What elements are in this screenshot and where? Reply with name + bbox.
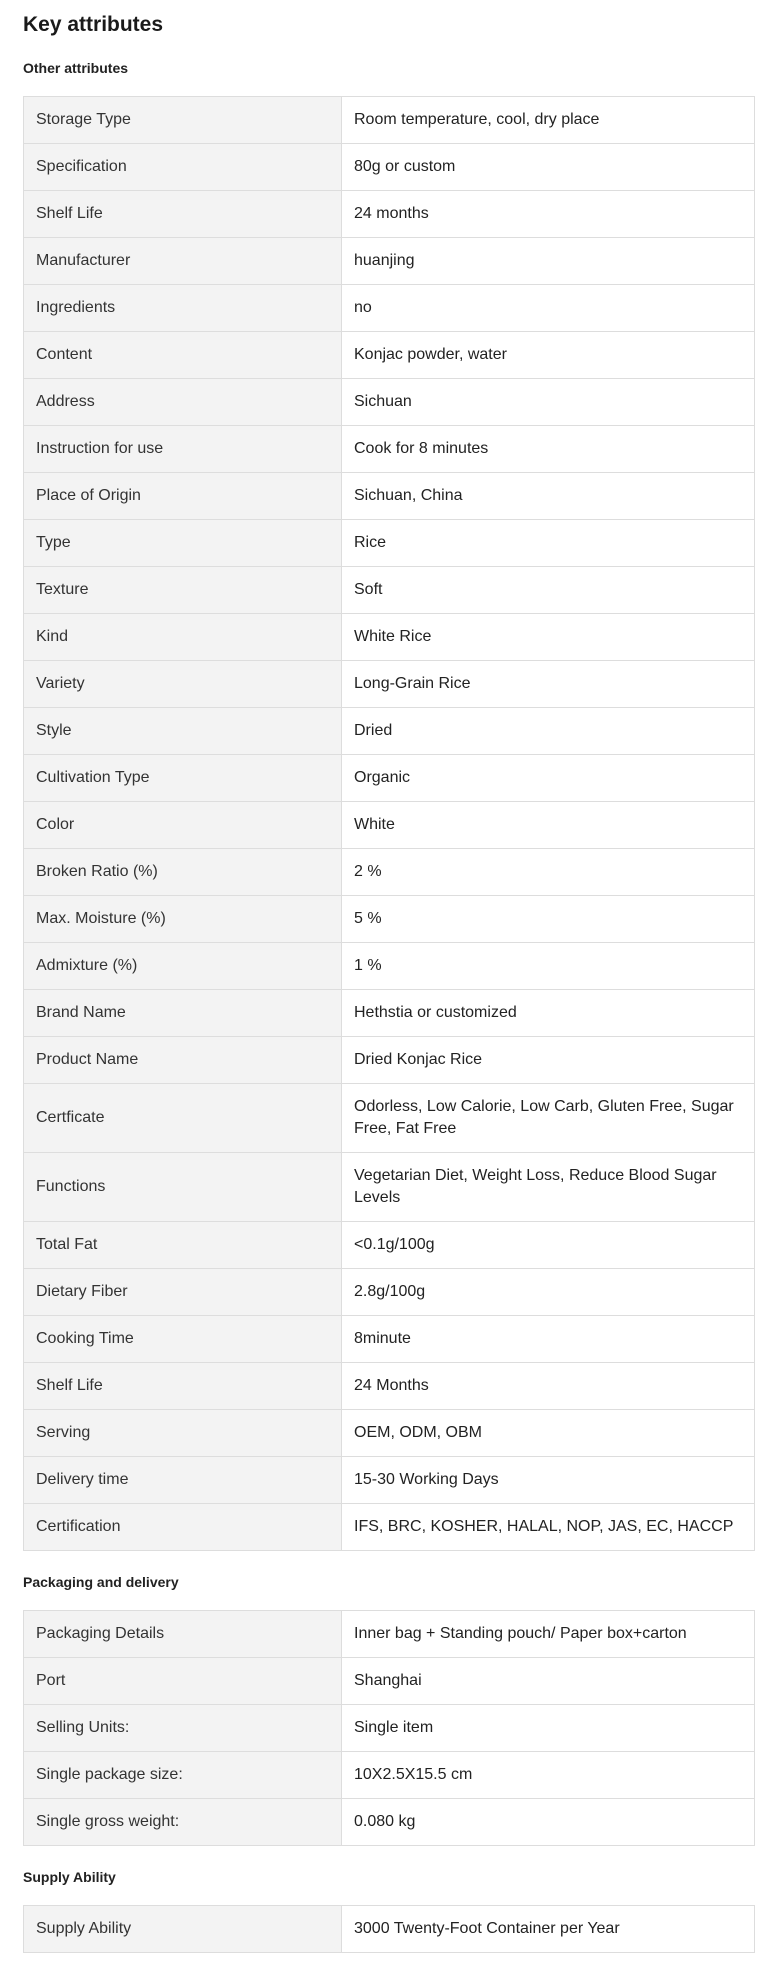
attribute-name: Broken Ratio (%): [24, 849, 342, 896]
attribute-value: Room temperature, cool, dry place: [342, 97, 755, 144]
attribute-name: Serving: [24, 1410, 342, 1457]
table-row: [24, 332, 755, 379]
table-row: [24, 990, 755, 1037]
table-row: [24, 473, 755, 520]
attribute-value: Odorless, Low Calorie, Low Carb, Gluten Free, Sugar Free, Fat Free: [342, 1084, 755, 1153]
table-row: [24, 708, 755, 755]
table-row: [24, 1504, 755, 1551]
attribute-value: 24 Months: [342, 1363, 755, 1410]
attribute-name: Port: [24, 1658, 342, 1705]
table-row: [24, 426, 755, 473]
attribute-name: Cultivation Type: [24, 755, 342, 802]
attribute-value: no: [342, 285, 755, 332]
attribute-value: OEM, ODM, OBM: [342, 1410, 755, 1457]
attribute-value: 5 %: [342, 896, 755, 943]
attribute-value: Rice: [342, 520, 755, 567]
attribute-name: Place of Origin: [24, 473, 342, 520]
attribute-name: Max. Moisture (%): [24, 896, 342, 943]
table-row: [24, 1658, 755, 1705]
attribute-value: Dried: [342, 708, 755, 755]
attribute-value: Konjac powder, water: [342, 332, 755, 379]
attribute-name: Address: [24, 379, 342, 426]
attribute-name: Type: [24, 520, 342, 567]
attribute-name: Single package size:: [24, 1752, 342, 1799]
attribute-name: Delivery time: [24, 1457, 342, 1504]
table-row: [24, 661, 755, 708]
table-row: [24, 520, 755, 567]
table-row: [24, 755, 755, 802]
section-other-attributes: [23, 58, 755, 1551]
attribute-name: Style: [24, 708, 342, 755]
attribute-name: Ingredients: [24, 285, 342, 332]
attribute-value: Vegetarian Diet, Weight Loss, Reduce Blood Sugar Levels: [342, 1153, 755, 1222]
attribute-name: Supply Ability: [24, 1906, 342, 1953]
table-row: [24, 896, 755, 943]
attribute-value: 2 %: [342, 849, 755, 896]
attributes-table: [23, 1905, 755, 1953]
table-row: [24, 614, 755, 661]
attribute-name: Color: [24, 802, 342, 849]
attribute-name: Shelf Life: [24, 191, 342, 238]
attribute-value: <0.1g/100g: [342, 1222, 755, 1269]
table-row: [24, 943, 755, 990]
attribute-value: 8minute: [342, 1316, 755, 1363]
attribute-name: Specification: [24, 144, 342, 191]
section-packaging-and-delivery: [23, 1572, 755, 1846]
attribute-value: Cook for 8 minutes: [342, 426, 755, 473]
table-row: [24, 144, 755, 191]
table-row: [24, 97, 755, 144]
attribute-name: Admixture (%): [24, 943, 342, 990]
section-title: Packaging and delivery: [23, 1574, 179, 1590]
attribute-name: Instruction for use: [24, 426, 342, 473]
attribute-name: Product Name: [24, 1037, 342, 1084]
attribute-value: 2.8g/100g: [342, 1269, 755, 1316]
attribute-value: 1 %: [342, 943, 755, 990]
attribute-value: IFS, BRC, KOSHER, HALAL, NOP, JAS, EC, HACCP: [342, 1504, 755, 1551]
table-row: [24, 1153, 755, 1222]
table-row: [24, 1705, 755, 1752]
attribute-name: Shelf Life: [24, 1363, 342, 1410]
attribute-value: Single item: [342, 1705, 755, 1752]
attribute-value: 3000 Twenty-Foot Container per Year: [342, 1906, 755, 1953]
attribute-value: Hethstia or customized: [342, 990, 755, 1037]
attribute-value: 15-30 Working Days: [342, 1457, 755, 1504]
attribute-value: Dried Konjac Rice: [342, 1037, 755, 1084]
attribute-name: Selling Units:: [24, 1705, 342, 1752]
table-row: [24, 1611, 755, 1658]
table-row: [24, 1037, 755, 1084]
attribute-name: Kind: [24, 614, 342, 661]
table-row: [24, 1363, 755, 1410]
attribute-name: Dietary Fiber: [24, 1269, 342, 1316]
table-row: [24, 191, 755, 238]
table-row: [24, 379, 755, 426]
table-row: [24, 1222, 755, 1269]
table-row: [24, 567, 755, 614]
attribute-name: Variety: [24, 661, 342, 708]
attribute-value: huanjing: [342, 238, 755, 285]
table-row: [24, 849, 755, 896]
attribute-value: Sichuan, China: [342, 473, 755, 520]
table-row: [24, 238, 755, 285]
table-row: [24, 1752, 755, 1799]
attribute-name: Certficate: [24, 1084, 342, 1153]
attribute-value: 24 months: [342, 191, 755, 238]
page-title: Key attributes: [23, 13, 164, 36]
table-row: [24, 1269, 755, 1316]
attributes-table: [23, 1610, 755, 1846]
section-title: Supply Ability: [23, 1869, 116, 1885]
attributes-table: [23, 96, 755, 1551]
attribute-value: Soft: [342, 567, 755, 614]
attribute-name: Content: [24, 332, 342, 379]
attribute-value: White: [342, 802, 755, 849]
table-row: [24, 1084, 755, 1153]
attribute-name: Storage Type: [24, 97, 342, 144]
attribute-name: Packaging Details: [24, 1611, 342, 1658]
attribute-value: 10X2.5X15.5 cm: [342, 1752, 755, 1799]
attribute-name: Texture: [24, 567, 342, 614]
attribute-value: Organic: [342, 755, 755, 802]
attribute-value: Sichuan: [342, 379, 755, 426]
section-supply-ability: [23, 1867, 755, 1953]
attribute-name: Manufacturer: [24, 238, 342, 285]
attribute-name: Brand Name: [24, 990, 342, 1037]
attribute-name: Cooking Time: [24, 1316, 342, 1363]
table-row: [24, 1457, 755, 1504]
attribute-name: Functions: [24, 1153, 342, 1222]
attribute-name: Single gross weight:: [24, 1799, 342, 1846]
attribute-value: 0.080 kg: [342, 1799, 755, 1846]
table-row: [24, 1410, 755, 1457]
table-row: [24, 802, 755, 849]
attribute-value: Shanghai: [342, 1658, 755, 1705]
attribute-value: Long-Grain Rice: [342, 661, 755, 708]
attribute-name: Certification: [24, 1504, 342, 1551]
table-row: [24, 1906, 755, 1953]
attribute-name: Total Fat: [24, 1222, 342, 1269]
attribute-value: 80g or custom: [342, 144, 755, 191]
section-title: Other attributes: [23, 60, 129, 76]
table-row: [24, 1799, 755, 1846]
table-row: [24, 285, 755, 332]
attribute-value: Inner bag + Standing pouch/ Paper box+carton: [342, 1611, 755, 1658]
table-row: [24, 1316, 755, 1363]
attribute-value: White Rice: [342, 614, 755, 661]
